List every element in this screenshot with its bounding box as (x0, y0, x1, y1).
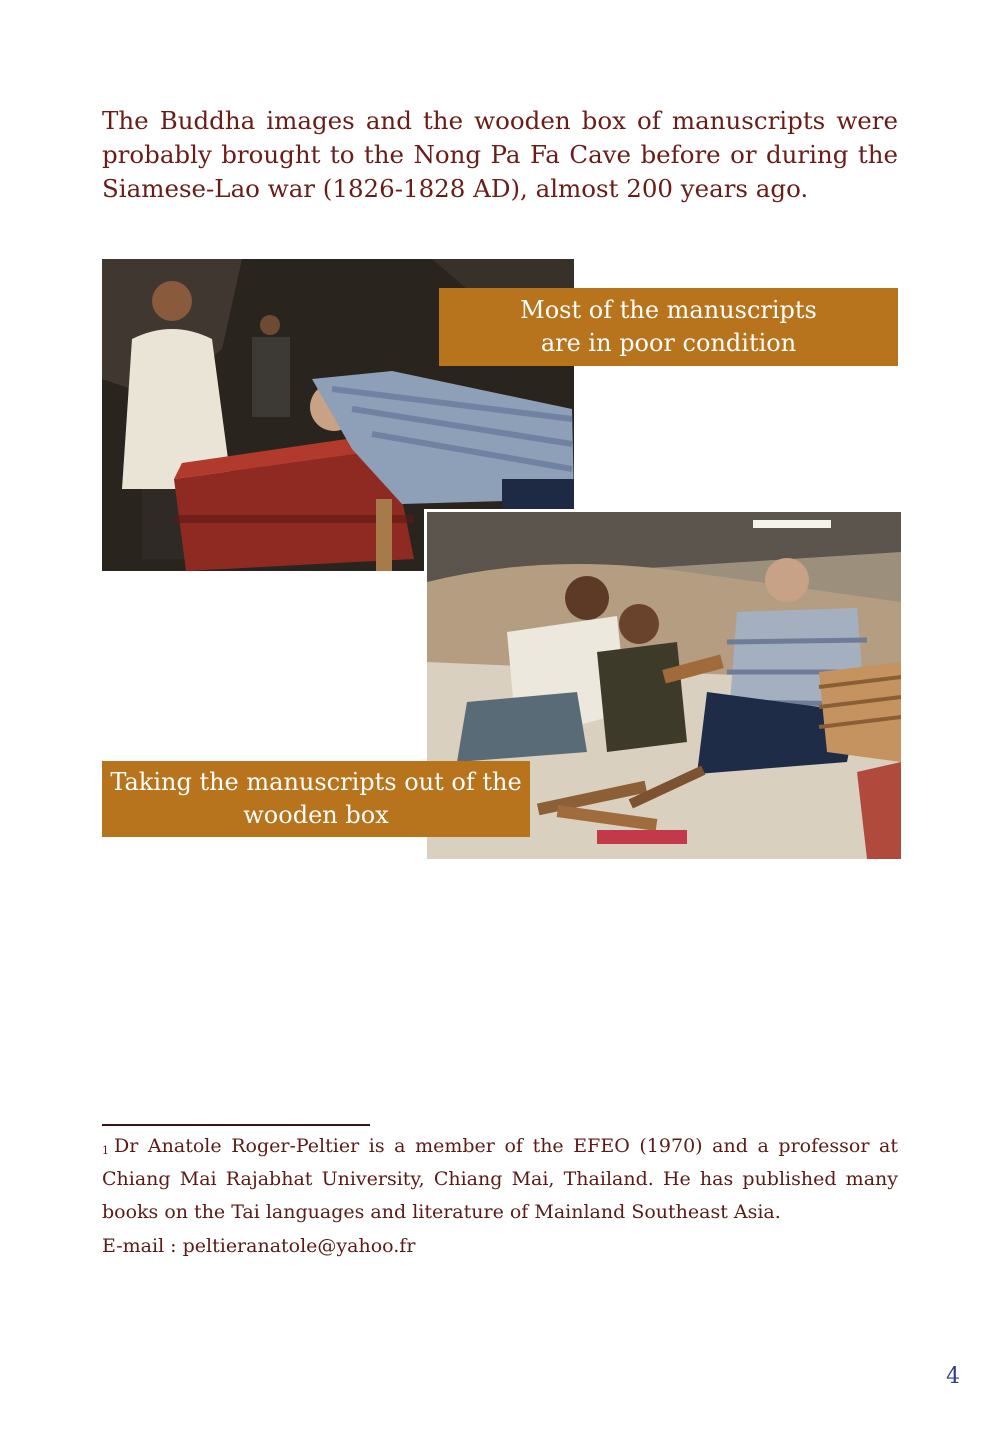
caption-poor-condition-line1: Most of the manuscripts (520, 296, 817, 324)
caption-taking-out-line1: Taking the manuscripts out of the (110, 768, 522, 796)
caption-taking-out-line2: wooden box (243, 801, 389, 829)
footnote-email: E-mail : peltieranatole@yahoo.fr (102, 1235, 416, 1257)
page-number: 4 (946, 1364, 960, 1389)
footnote-marker: 1 (102, 1144, 109, 1157)
caption-poor-condition (439, 288, 898, 366)
footnote-separator (102, 1124, 370, 1126)
caption-poor-condition-line2: are in poor condition (540, 329, 797, 357)
caption-taking-out (102, 761, 530, 837)
intro-paragraph: The Buddha images and the wooden box of manuscripts were probably brought to the Nong Pa Fa Cave before or during the Siamese-Lao war (1826-1828 AD), almost 200 years ago. (102, 106, 898, 203)
footnote-text: Dr Anatole Roger-Peltier is a member of the EFEO (1970) and a professor at Chiang Mai Rajabhat University, Chiang Mai, Thailand. He has published many books on the Tai languages and literature of Mainland Southeast Asia. (102, 1135, 898, 1223)
footnote (102, 1130, 898, 1229)
page-number-container (0, 1364, 968, 1389)
